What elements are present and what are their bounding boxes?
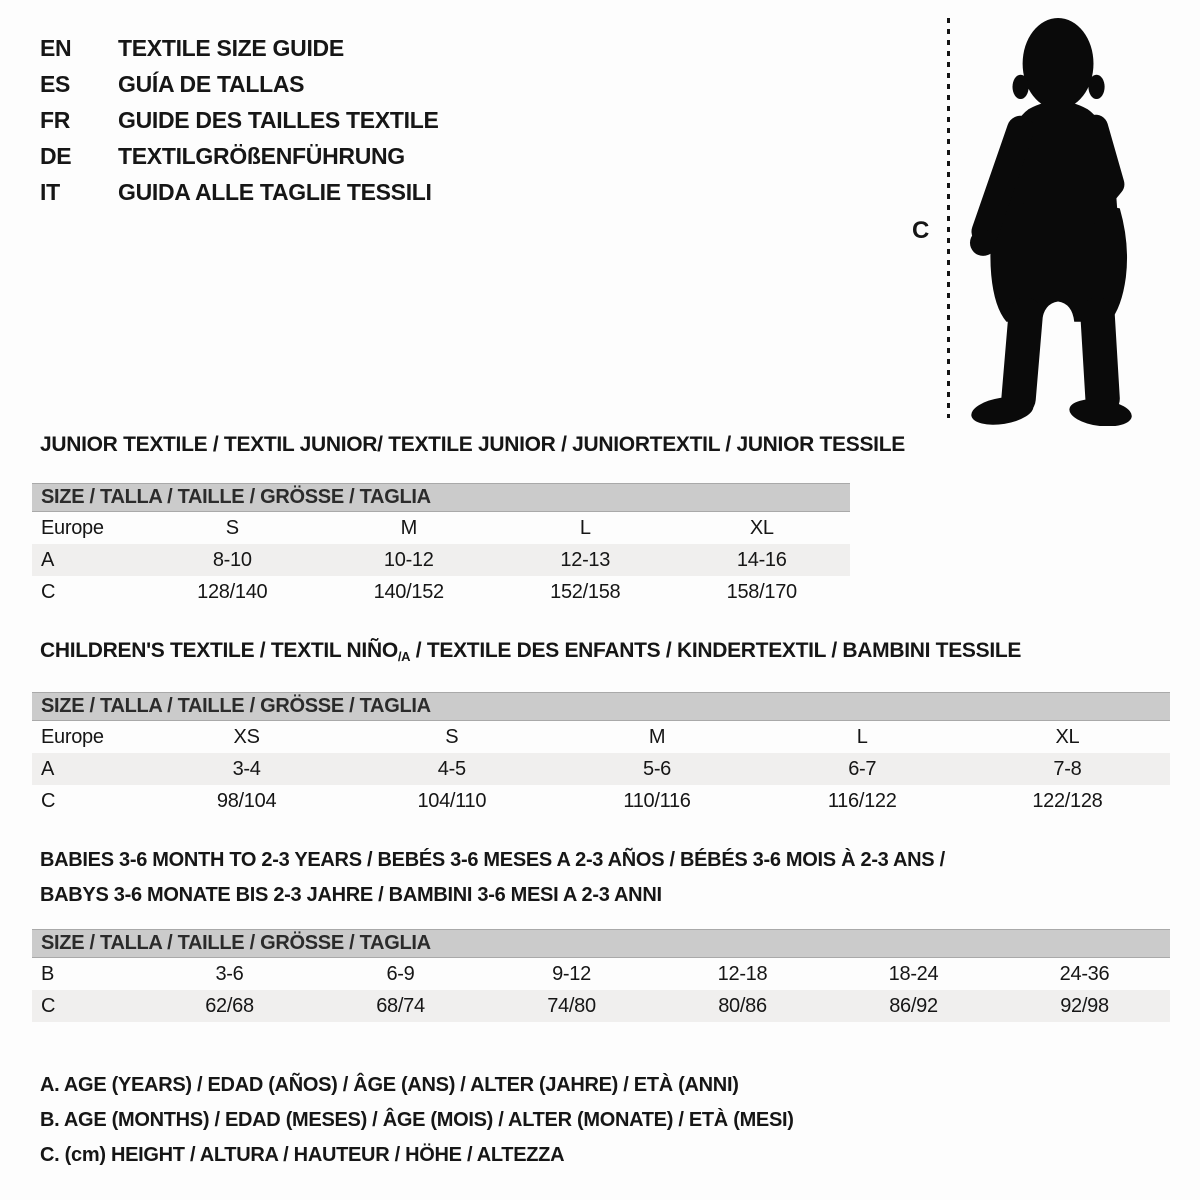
row-label: B	[41, 962, 55, 985]
height-cell: 98/104	[216, 789, 277, 812]
age-cell: 4-5	[437, 757, 466, 780]
size-cell: S	[225, 516, 239, 539]
size-cell: M	[400, 516, 417, 539]
age-cell: 8-10	[212, 548, 252, 571]
age-cell: 24-36	[1059, 962, 1110, 985]
size-cell: L	[579, 516, 591, 539]
language-row-de	[40, 138, 439, 174]
row-label: C	[41, 789, 56, 812]
height-cell: 122/128	[1032, 789, 1103, 812]
height-cell: 80/86	[718, 994, 767, 1017]
height-cell: 110/116	[623, 789, 691, 812]
language-row-fr	[40, 102, 439, 138]
legend-age-years: A. AGE (YEARS) / EDAD (AÑOS) / ÂGE (ANS) / ALTER (JAHRE) / ETÀ (ANNI)	[40, 1074, 739, 1096]
table-row	[32, 544, 850, 576]
age-cell: 14-16	[736, 548, 787, 571]
row-label: C	[41, 580, 56, 603]
language-title-list	[40, 30, 439, 210]
size-cell: M	[648, 725, 666, 748]
row-label: C	[41, 994, 56, 1017]
language-code: FR	[40, 106, 71, 133]
legend-age-months: B. AGE (MONTHS) / EDAD (MESES) / ÂGE (MOIS) / ALTER (MONATE) / ETÀ (MESI)	[40, 1109, 794, 1131]
measurement-legend	[40, 1068, 794, 1173]
language-code: DE	[40, 142, 72, 169]
age-cell: 12-18	[717, 962, 768, 985]
guide-title: TEXTILE SIZE GUIDE	[118, 34, 344, 61]
height-cell: 62/68	[205, 994, 254, 1017]
age-cell: 12-13	[560, 548, 611, 571]
age-cell: 5-6	[643, 757, 672, 780]
babies-title-line1: BABIES 3-6 MONTH TO 2-3 YEARS / BEBÉS 3-6 MESES A 2-3 AÑOS / BÉBÉS 3-6 MOIS À 2-3 ANS /	[40, 849, 945, 871]
age-cell: 3-6	[215, 962, 244, 985]
guide-title: GUIDE DES TAILLES TEXTILE	[118, 106, 439, 133]
legend-height-cm: C. (cm) HEIGHT / ALTURA / HAUTEUR / HÖHE / ALTEZZA	[40, 1144, 565, 1166]
children-section-title	[40, 639, 1021, 663]
height-cell: 74/80	[547, 994, 596, 1017]
junior-size-table	[32, 483, 850, 608]
language-row-it	[40, 174, 439, 210]
height-cell: 128/140	[197, 580, 268, 603]
age-cell: 9-12	[552, 962, 591, 985]
height-cell: 140/152	[373, 580, 444, 603]
row-label: A	[41, 757, 55, 780]
junior-section-title: JUNIOR TEXTILE / TEXTIL JUNIOR/ TEXTILE JUNIOR / JUNIORTEXTIL / JUNIOR TESSILE	[40, 433, 905, 456]
age-cell: 18-24	[888, 962, 939, 985]
height-cell: 92/98	[1060, 994, 1109, 1017]
height-measure-label: C	[912, 217, 930, 244]
height-cell: 86/92	[889, 994, 938, 1017]
guide-title: GUIDA ALLE TAGLIE TESSILI	[118, 178, 432, 205]
table-row	[32, 785, 1170, 817]
toddler-silhouette-image	[966, 16, 1142, 426]
table-row	[32, 721, 1170, 753]
height-cell: 104/110	[417, 789, 487, 812]
language-row-en	[40, 30, 439, 66]
size-cell: S	[445, 725, 459, 748]
guide-title: GUÍA DE TALLAS	[118, 70, 305, 97]
height-cell: 158/170	[726, 580, 797, 603]
age-cell: 6-9	[386, 962, 415, 985]
size-cell: XL	[1055, 725, 1080, 748]
height-cell: 68/74	[376, 994, 425, 1017]
babies-size-table	[32, 929, 1170, 1022]
row-label: Europe	[41, 516, 104, 539]
babies-title-line2: BABYS 3-6 MONATE BIS 2-3 JAHRE / BAMBINI 3-6 MESI A 2-3 ANNI	[40, 884, 662, 906]
language-code: IT	[40, 178, 60, 205]
babies-section-title	[40, 843, 945, 913]
height-measure-dashed-line	[947, 18, 950, 418]
children-title-subscript: /A	[397, 649, 411, 664]
height-cell: 116/122	[827, 789, 897, 812]
children-title-text: / TEXTILE DES ENFANTS / KINDERTEXTIL / BAMBINI TESSILE	[410, 639, 1022, 662]
height-cell: 152/158	[550, 580, 621, 603]
size-header-bar: SIZE / TALLA / TAILLE / GRÖSSE / TAGLIA	[32, 692, 1170, 721]
table-row	[32, 576, 850, 608]
size-cell: L	[856, 725, 868, 748]
size-header-bar: SIZE / TALLA / TAILLE / GRÖSSE / TAGLIA	[32, 929, 1170, 958]
table-row	[32, 512, 850, 544]
table-row	[32, 958, 1170, 990]
age-cell: 3-4	[232, 757, 261, 780]
age-cell: 10-12	[383, 548, 434, 571]
table-row	[32, 753, 1170, 785]
language-row-es	[40, 66, 439, 102]
age-cell: 7-8	[1053, 757, 1082, 780]
age-cell: 6-7	[848, 757, 877, 780]
row-label: A	[41, 548, 55, 571]
row-label: Europe	[41, 725, 104, 748]
size-cell: XL	[749, 516, 774, 539]
table-row	[32, 990, 1170, 1022]
guide-title: TEXTILGRÖßENFÜHRUNG	[118, 142, 405, 169]
size-header-bar: SIZE / TALLA / TAILLE / GRÖSSE / TAGLIA	[32, 483, 850, 512]
size-cell: XS	[233, 725, 260, 748]
children-size-table	[32, 692, 1170, 817]
children-title-text: CHILDREN'S TEXTILE / TEXTIL NIÑO	[40, 639, 398, 662]
language-code: EN	[40, 34, 72, 61]
language-code: ES	[40, 70, 71, 97]
